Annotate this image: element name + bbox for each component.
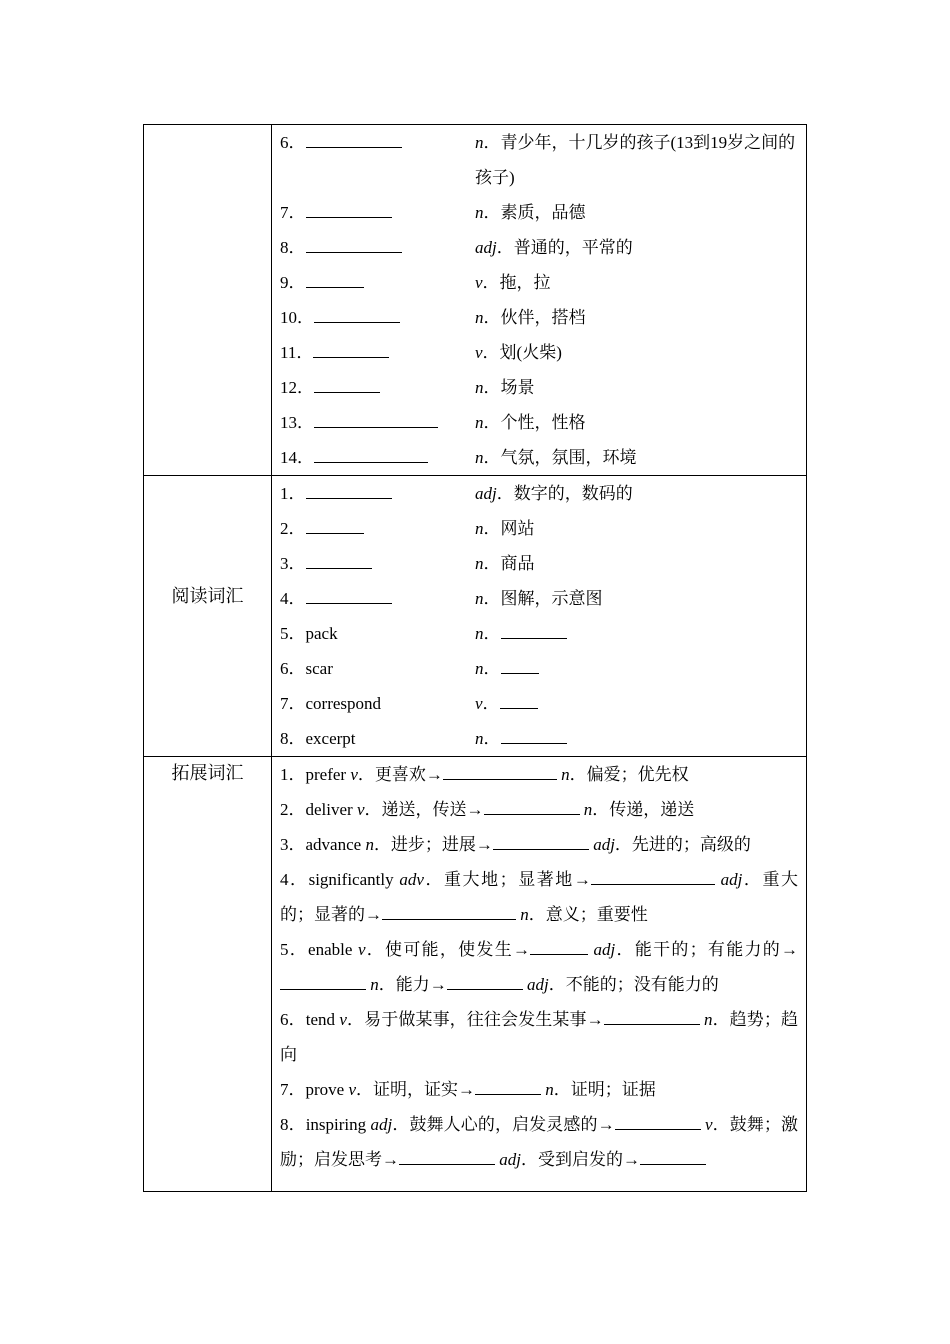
extension-item bbox=[280, 1107, 798, 1177]
meaning-cell: v．拖，拉 bbox=[475, 273, 551, 292]
entry-meaning: 商品 bbox=[500, 554, 535, 573]
word-entry bbox=[280, 405, 798, 440]
word-entry bbox=[280, 686, 798, 721]
item-text: 7．prove bbox=[280, 1080, 349, 1099]
entry-meaning: 气氛，氛围，环境 bbox=[500, 448, 637, 467]
part-of-speech: n bbox=[475, 448, 484, 467]
item-text: 1．prefer bbox=[280, 765, 351, 784]
part-of-speech: n bbox=[475, 659, 484, 678]
word-list-extension bbox=[272, 757, 807, 1192]
entry-word: scar bbox=[305, 659, 333, 678]
answer-blank bbox=[447, 988, 523, 990]
category-label bbox=[144, 476, 271, 613]
item-text: ．意义；重要性 bbox=[528, 905, 648, 924]
word-cell bbox=[280, 265, 475, 300]
part-of-speech: n bbox=[475, 413, 484, 432]
entry-number: 3． bbox=[280, 554, 306, 573]
item-text: 3．advance bbox=[280, 835, 366, 854]
word-blank bbox=[314, 391, 380, 393]
answer-blank bbox=[382, 918, 516, 920]
meaning-blank bbox=[501, 742, 567, 744]
word-entry bbox=[280, 195, 798, 230]
entry-meaning: 划(火柴) bbox=[499, 343, 562, 362]
meaning-cell: n．素质，品德 bbox=[475, 203, 586, 222]
entry-number: 6． bbox=[280, 659, 306, 678]
entry-number: 7． bbox=[280, 694, 306, 713]
entry-meaning: 普通的，平常的 bbox=[513, 238, 633, 257]
category-label-line: 词汇 bbox=[207, 586, 244, 606]
word-entry bbox=[280, 370, 798, 405]
extension-item bbox=[280, 792, 798, 827]
word-blank bbox=[306, 497, 392, 499]
item-text: ．更喜欢→ bbox=[357, 765, 443, 784]
meaning-cell: n．场景 bbox=[475, 378, 535, 397]
answer-blank bbox=[530, 953, 588, 955]
entry-word: pack bbox=[305, 624, 338, 643]
part-of-speech: n bbox=[583, 800, 593, 819]
meaning-cell: v． bbox=[475, 686, 798, 721]
word-entry bbox=[280, 721, 798, 756]
entry-number: 12． bbox=[280, 378, 314, 397]
answer-blank bbox=[615, 1128, 701, 1130]
entry-meaning: 伙伴，搭档 bbox=[500, 308, 586, 327]
part-of-speech: v bbox=[475, 343, 483, 362]
entry-number: 11． bbox=[280, 343, 314, 362]
word-entry bbox=[280, 265, 798, 300]
word-cell bbox=[280, 616, 475, 651]
entry-meaning: 网站 bbox=[500, 519, 535, 538]
word-entry bbox=[280, 476, 798, 511]
entry-meaning: 图解，示意图 bbox=[500, 589, 603, 608]
word-blank bbox=[306, 251, 402, 253]
item-text: ．重大的；显著的→ bbox=[280, 870, 799, 924]
word-entry bbox=[280, 616, 798, 651]
item-text: ．先进的；高级的 bbox=[614, 835, 751, 854]
meaning-cell: n．个性，性格 bbox=[475, 413, 586, 432]
item-text: ．证明，证实→ bbox=[356, 1080, 476, 1099]
entry-number: 5． bbox=[280, 624, 306, 643]
meaning-blank bbox=[501, 637, 567, 639]
entry-word: excerpt bbox=[305, 729, 356, 748]
word-blank bbox=[306, 286, 364, 288]
item-text: ．趋势；趋向 bbox=[280, 1010, 799, 1064]
section-row-reading bbox=[144, 476, 807, 757]
meaning-cell: v．划(火柴) bbox=[475, 343, 562, 362]
word-cell bbox=[280, 651, 475, 686]
meaning-cell: adj．数字的，数码的 bbox=[475, 484, 633, 503]
item-text: ．重大地；显著地→ bbox=[423, 870, 591, 889]
part-of-speech: v bbox=[348, 1080, 357, 1099]
word-cell bbox=[280, 230, 475, 265]
category-cell-core bbox=[144, 125, 272, 476]
item-text: ．鼓舞；激励；启发思考→ bbox=[280, 1115, 799, 1169]
item-text: ．能干的；有能力的→ bbox=[615, 940, 799, 959]
entry-word: correspond bbox=[305, 694, 382, 713]
word-list-core bbox=[272, 125, 807, 476]
item-text: ．易于做某事，往往会发生某事→ bbox=[346, 1010, 604, 1029]
part-of-speech: n bbox=[365, 835, 374, 854]
category-label-line: 拓展 bbox=[171, 763, 208, 783]
section-row-extension bbox=[144, 757, 807, 1192]
part-of-speech: v bbox=[339, 1010, 347, 1029]
entry-meaning: 青少年，十几岁的孩子(13到19岁之间的孩子) bbox=[475, 133, 796, 187]
extension-item bbox=[280, 757, 798, 792]
entry-number: 8． bbox=[280, 729, 306, 748]
word-blank bbox=[306, 602, 392, 604]
word-blank bbox=[313, 356, 389, 358]
extension-item bbox=[280, 1072, 798, 1107]
part-of-speech: adj bbox=[593, 940, 616, 959]
category-label bbox=[144, 757, 271, 790]
meaning-cell: n．青少年，十几岁的孩子(13到19岁之间的孩子) bbox=[475, 133, 796, 187]
word-cell bbox=[280, 686, 475, 721]
part-of-speech: n bbox=[475, 554, 484, 573]
meaning-cell: n． bbox=[475, 616, 798, 651]
word-blank bbox=[314, 461, 428, 463]
part-of-speech: n bbox=[475, 519, 484, 538]
meaning-cell: n．气氛，氛围，环境 bbox=[475, 448, 637, 467]
category-label-line: 阅读 bbox=[171, 586, 208, 606]
category-cell-extension bbox=[144, 757, 272, 1192]
part-of-speech: adv bbox=[399, 870, 424, 889]
part-of-speech: n bbox=[561, 765, 570, 784]
word-cell bbox=[280, 300, 475, 335]
entry-meaning: 个性，性格 bbox=[500, 413, 586, 432]
word-blank bbox=[306, 567, 372, 569]
entry-meaning: 数字的，数码的 bbox=[513, 484, 633, 503]
entry-number: 13． bbox=[280, 413, 314, 432]
word-entry bbox=[280, 546, 798, 581]
extension-item bbox=[280, 862, 798, 932]
item-text: ．偏爱；优先权 bbox=[569, 765, 689, 784]
word-cell bbox=[280, 581, 475, 616]
entry-number: 1． bbox=[280, 484, 306, 503]
entry-number: 4． bbox=[280, 589, 306, 608]
part-of-speech: adj bbox=[499, 1150, 521, 1169]
part-of-speech: v bbox=[356, 800, 365, 819]
word-entry bbox=[280, 511, 798, 546]
word-cell bbox=[280, 476, 475, 511]
part-of-speech: v bbox=[475, 273, 483, 292]
word-entry bbox=[280, 125, 798, 195]
item-text: ．证明；证据 bbox=[553, 1080, 656, 1099]
word-cell bbox=[280, 405, 475, 440]
word-entry bbox=[280, 440, 798, 475]
answer-blank bbox=[484, 813, 580, 815]
word-entry bbox=[280, 581, 798, 616]
entry-number: 8． bbox=[280, 238, 306, 257]
part-of-speech: n bbox=[545, 1080, 554, 1099]
entry-number: 2． bbox=[280, 519, 306, 538]
word-blank bbox=[306, 146, 402, 148]
item-text: ．使可能，使发生→ bbox=[365, 940, 530, 959]
entry-meaning: 素质，品德 bbox=[500, 203, 586, 222]
entry-number: 14． bbox=[280, 448, 314, 467]
word-entry bbox=[280, 651, 798, 686]
word-cell bbox=[280, 335, 475, 370]
item-text: ．递送，传送→ bbox=[364, 800, 484, 819]
part-of-speech: n bbox=[475, 589, 484, 608]
section-row-core bbox=[144, 125, 807, 476]
meaning-cell: n．网站 bbox=[475, 519, 535, 538]
answer-blank bbox=[280, 988, 366, 990]
part-of-speech: n bbox=[475, 308, 484, 327]
item-text: ．鼓舞人心的，启发灵感的→ bbox=[392, 1115, 615, 1134]
entry-number: 9． bbox=[280, 273, 306, 292]
part-of-speech: n bbox=[475, 624, 484, 643]
extension-item bbox=[280, 932, 798, 1002]
meaning-cell: n． bbox=[475, 651, 798, 686]
answer-blank bbox=[591, 883, 715, 885]
item-text: 2．deliver bbox=[280, 800, 357, 819]
meaning-cell: n．伙伴，搭档 bbox=[475, 308, 586, 327]
answer-blank bbox=[493, 848, 589, 850]
word-cell bbox=[280, 511, 475, 546]
meaning-blank bbox=[500, 707, 538, 709]
part-of-speech: adj bbox=[475, 238, 497, 257]
answer-blank bbox=[443, 778, 557, 780]
answer-blank bbox=[640, 1163, 706, 1165]
entry-meaning: 场景 bbox=[500, 378, 535, 397]
word-list-reading bbox=[272, 476, 807, 757]
category-label-line: 词汇 bbox=[207, 763, 244, 783]
word-entry bbox=[280, 335, 798, 370]
word-entry bbox=[280, 300, 798, 335]
part-of-speech: n bbox=[475, 729, 484, 748]
part-of-speech: n bbox=[370, 975, 379, 994]
answer-blank bbox=[475, 1093, 541, 1095]
meaning-cell: adj．普通的，平常的 bbox=[475, 238, 633, 257]
entry-number: 10． bbox=[280, 308, 314, 327]
item-text: 6．tend bbox=[280, 1010, 340, 1029]
part-of-speech: v bbox=[704, 1115, 713, 1134]
part-of-speech: adj bbox=[370, 1115, 393, 1134]
word-cell bbox=[280, 370, 475, 405]
item-text: 5．enable bbox=[280, 940, 358, 959]
part-of-speech: n bbox=[475, 133, 484, 152]
part-of-speech: v bbox=[475, 694, 483, 713]
part-of-speech: n bbox=[703, 1010, 713, 1029]
part-of-speech: n bbox=[475, 378, 484, 397]
part-of-speech: v bbox=[350, 765, 358, 784]
answer-blank bbox=[399, 1163, 495, 1165]
meaning-cell: n．图解，示意图 bbox=[475, 589, 603, 608]
word-cell bbox=[280, 721, 475, 756]
word-cell bbox=[280, 125, 475, 195]
item-text: 4．significantly bbox=[280, 870, 400, 889]
word-blank bbox=[306, 216, 392, 218]
category-cell-reading bbox=[144, 476, 272, 757]
part-of-speech: v bbox=[357, 940, 366, 959]
word-cell bbox=[280, 195, 475, 230]
word-entry bbox=[280, 230, 798, 265]
item-text: ．进步；进展→ bbox=[373, 835, 493, 854]
meaning-cell: n． bbox=[475, 721, 798, 756]
word-cell bbox=[280, 440, 475, 475]
part-of-speech: adj bbox=[475, 484, 497, 503]
part-of-speech: n bbox=[520, 905, 529, 924]
entry-meaning: 拖，拉 bbox=[499, 273, 551, 292]
extension-item bbox=[280, 1002, 798, 1072]
word-blank bbox=[306, 532, 364, 534]
part-of-speech: adj bbox=[720, 870, 743, 889]
word-blank bbox=[314, 321, 400, 323]
answer-blank bbox=[604, 1023, 700, 1025]
item-text: ．能力→ bbox=[378, 975, 447, 994]
part-of-speech: adj bbox=[527, 975, 549, 994]
part-of-speech: n bbox=[475, 203, 484, 222]
item-text: ．传递，递送 bbox=[592, 800, 695, 819]
extension-item bbox=[280, 827, 798, 862]
entry-number: 6． bbox=[280, 133, 306, 152]
item-text: 8．inspiring bbox=[280, 1115, 371, 1134]
item-text: ．受到启发的→ bbox=[520, 1150, 640, 1169]
meaning-blank bbox=[501, 672, 539, 674]
vocabulary-table bbox=[143, 124, 807, 1192]
word-cell bbox=[280, 546, 475, 581]
meaning-cell: n．商品 bbox=[475, 554, 535, 573]
entry-number: 7． bbox=[280, 203, 306, 222]
word-blank bbox=[314, 426, 438, 428]
part-of-speech: adj bbox=[593, 835, 615, 854]
item-text: ．不能的；没有能力的 bbox=[548, 975, 719, 994]
